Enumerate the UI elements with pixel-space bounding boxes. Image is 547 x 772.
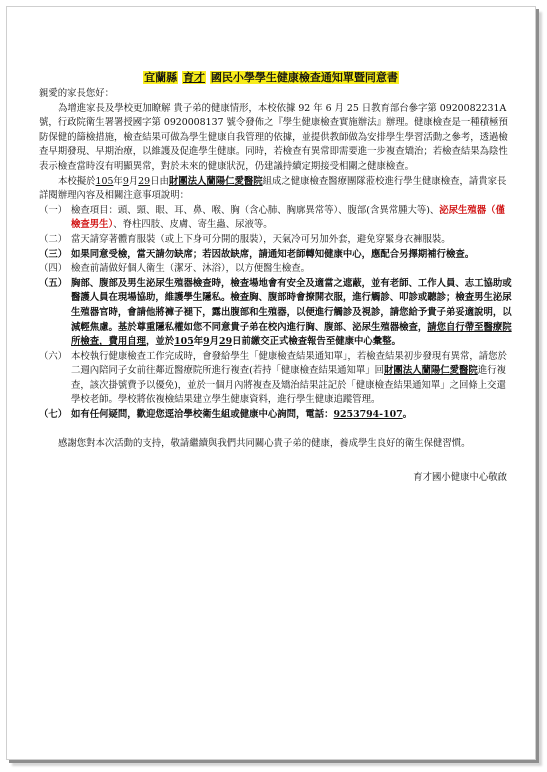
contact-phone: 9253794-107 [333, 409, 403, 421]
item-1-highlight: 泌尿生殖器（僅檢查男生） [71, 204, 505, 231]
item-5-underlined: 請您自行帶至醫療院所檢查，費用自理 [71, 321, 512, 348]
item-text [71, 204, 513, 233]
item-text: 檢查前請做好個人衛生（潔牙、沐浴），以方便醫生檢查。 [71, 263, 311, 275]
title-rest: 國民小學學生健康檢查通知單暨同意書 [210, 71, 398, 84]
arrange-hospital: 財團法人蘭陽仁愛醫院 [168, 175, 263, 187]
item-7 [39, 408, 513, 423]
arrange-day: 29 [138, 175, 151, 187]
item-1-text-a: 檢查項目：頭、頸、眼、耳、鼻、喉、胸（含心肺、胸廓異常等）、腹部(含異常腫大等)、 [71, 204, 440, 216]
item-6-text-b: 進行複查，該次掛號費予以優免)，並於一個月內將複查及矯治結果註記於「健康檢查結果通知單」之回條上交還學校老師。學校將依複檢結果建立學生健康資料，進行學生健康追蹤管理。 [71, 365, 506, 406]
arrange-text-4: 日由 [150, 175, 169, 187]
arrange-text-1: 本校擬於 [58, 175, 96, 187]
item-number: （七） [39, 409, 68, 421]
document-page [6, 6, 536, 760]
item-number: （五） [39, 277, 68, 289]
greeting: 親愛的家長您好： [39, 88, 115, 99]
item-3 [39, 248, 513, 263]
document-body [39, 65, 513, 486]
item-6-text-a: 本校執行健康檢查工作完成時，會發給學生「健康檢查結果通知單」，若檢查結果初步發現有異常，請您於二週內陪同子女前往鄰近醫療院所進行複查(若持「健康檢查結果通知單」回 [71, 350, 507, 377]
item-5 [39, 277, 513, 350]
item-6-hospital: 財團法人蘭陽仁愛醫院 [384, 365, 478, 377]
item-text [71, 277, 513, 350]
item-text [71, 350, 513, 408]
item-1-text-b: 、脊柱四肢、皮膚、寄生蟲、尿液等。 [113, 219, 273, 231]
arrange-text-3: 月 [128, 175, 139, 187]
item-5-month: 9 [203, 336, 210, 348]
title-school: 育才 [183, 71, 205, 84]
item-5-text-e: 日前繳交正式檢查報告至健康中心彙整。 [232, 336, 401, 348]
item-number: （四） [39, 263, 68, 275]
item-text: 如果同意受檢，當天請勿缺席；若因故缺席，請通知老師轉知健康中心，應配合另擇期補行檢查。 [71, 248, 475, 260]
item-7-text-a: 如有任何疑問，歡迎您逕洽學校衛生組或健康中心詢問，電話： [71, 409, 334, 421]
signoff: 育才國小健康中心敬啟 [413, 472, 507, 484]
title-county: 宜蘭縣 [144, 71, 178, 84]
item-number: （二） [39, 233, 68, 245]
item-1 [39, 204, 513, 233]
arrange-year: 105 [95, 175, 114, 187]
intro-paragraph: 為增進家長及學校更加瞭解 貴子弟的健康情形，本校依據 92 年 6 月 25 日教育部台參字第 0920082231A 號，行政院衛生署署授國字第 0920008137 號令發佈之『學生健康檢查實施辦法』辦理。健康檢查是一種積極預防保健的篩檢措施，檢查結果可做為學生健康自我管理的依據，並提供教師做為安排學生學習活動之參考，透過檢查早期發現、早期治療，以維護及促進學生健康。同時，若檢查有異常即需要進一步複查矯治；若檢查結果為陰性表示檢查當時沒有明顯異常，對於未來的健康狀況，仍建議持續定期接受相關之健康檢查。 [39, 102, 508, 172]
arrange-text-5: 組成之健康檢查醫療團隊蒞校進行學生健康檢查，請貴家長詳閱辦理內容及相關注意事項說明： [39, 175, 507, 202]
item-5-text-a: 胸部、腹部及男生泌尿生殖器檢查時，檢查場地會有安全及適當之遮蔽，並有老師、工作人員、志工協助或醫護人員在現場協助，維護學生隱私。檢查胸、腹部時會撩開衣服，進行觸診、叩診或聽診；檢查男生泌尿生殖器官時，會請他將褲子褪下，露出腹部和生殖器，以便進行觸診及視診，請您給予貴子弟妥適說明，以減輕焦慮。基於尊重隱私權如您不同意貴子弟在校內進行胸、腹部、泌尿生殖器檢查， [71, 277, 512, 333]
arrange-text-2: 年 [113, 175, 123, 187]
item-2 [39, 233, 513, 248]
thanks-paragraph: 感謝您對本次活動的支持，敬請繼續與我們共同關心貴子弟的健康，養成學生良好的衛生保健習慣。 [58, 437, 471, 449]
item-5-year: 105 [174, 336, 194, 348]
item-6 [39, 350, 513, 408]
item-5-text-c: 年 [193, 336, 204, 348]
item-number: （三） [39, 248, 68, 260]
arrange-month: 9 [122, 175, 129, 187]
item-number: （一） [39, 204, 68, 216]
item-text [71, 408, 513, 423]
item-number: （六） [39, 350, 68, 362]
item-5-text-b: ，並於 [146, 336, 175, 348]
arrangement-paragraph [39, 175, 513, 204]
item-4 [39, 262, 513, 277]
item-5-text-d: 月 [209, 336, 220, 348]
item-7-text-b: 。 [402, 409, 413, 421]
item-text: 當天請穿著體育服裝（或上下身可分開的服裝），天氣冷可另加外套，避免穿緊身衣褲服裝。 [71, 233, 451, 245]
item-5-day: 29 [219, 336, 233, 348]
